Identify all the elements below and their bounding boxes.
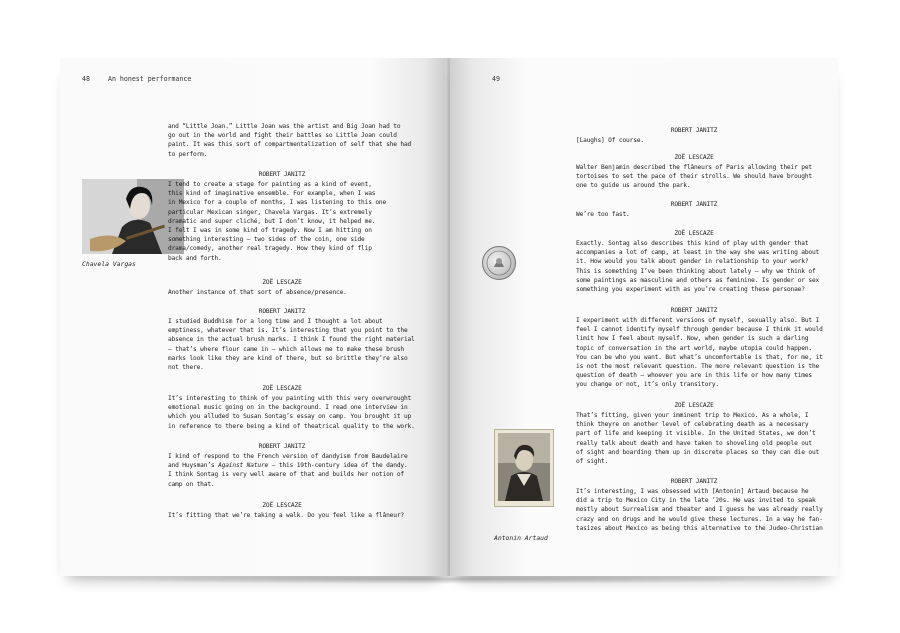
text-line: some paintings as masculine and others as feminine. Is gender or sex bbox=[576, 276, 820, 284]
text-line: It’s fitting that we’re taking a walk. Do you feel like a flâneur? bbox=[168, 512, 404, 519]
coin-image bbox=[482, 246, 516, 280]
text-line: paint. It was this sort of compartmentalization of self that she had bbox=[168, 141, 412, 149]
text-line: [Laughs] Of course. bbox=[576, 137, 644, 144]
right-text-block-d bbox=[576, 239, 819, 294]
speaker-label: ROBERT JANITZ bbox=[258, 443, 306, 450]
text-line: accompanies a lot of camp, at least in the way she was writing about bbox=[576, 249, 820, 257]
text-line: really talk about death and have taken to shoveling old people out bbox=[576, 439, 812, 447]
speaker-label: ROBERT JANITZ bbox=[670, 201, 718, 208]
text-line: I think Sontag is very well aware of that and builds her notion of bbox=[168, 471, 404, 479]
text-line: you change or not, it’s only transitory. bbox=[576, 381, 720, 389]
text-line bbox=[168, 461, 408, 470]
text-fragment: and Huysman’s bbox=[168, 462, 219, 470]
text-line: part of life and keeping it visible. In the United States, we don’t bbox=[576, 430, 816, 438]
text-line: back and forth. bbox=[168, 254, 222, 262]
left-page bbox=[60, 58, 448, 576]
left-text-block-e bbox=[168, 394, 415, 431]
text-line: something you experiment with as you’re creating these personae? bbox=[576, 286, 805, 294]
text-line: in Mexico for a couple of months, I was listening to this one bbox=[168, 199, 387, 207]
speaker-label: ROBERT JANITZ bbox=[670, 127, 718, 134]
text-line: Walter Benjamin described the flâneurs of Paris allowing their pet bbox=[576, 164, 812, 171]
text-line: it. How would you talk about gender in relationship to your work? bbox=[576, 258, 809, 266]
running-head: An honest performance bbox=[108, 75, 192, 83]
chavela-vargas-caption: Chavela Vargas bbox=[82, 260, 136, 268]
text-line: emotional music going on in the background. I read one interview in bbox=[168, 404, 408, 412]
text-line: We’re too fast. bbox=[576, 211, 630, 218]
text-line: not there. bbox=[168, 364, 204, 372]
text-line: I kind of respond to the French version of dandyism from Baudelaire bbox=[168, 453, 408, 460]
page-number-right: 49 bbox=[492, 75, 500, 83]
book-title: Against Nature bbox=[218, 462, 269, 470]
text-fragment: – this 19th-century idea of the dandy. bbox=[268, 462, 408, 470]
text-line: Another instance of that sort of absence/presence. bbox=[168, 289, 347, 296]
left-text-block-d bbox=[168, 317, 415, 372]
speaker-label: ZOË LESCAZE bbox=[262, 279, 302, 286]
text-line: I studied Buddhism for a long time and I thought a lot about bbox=[168, 318, 383, 325]
right-text-block-a bbox=[576, 136, 644, 145]
text-line: of sight and boarding them up in discrete places so they can die out bbox=[576, 448, 820, 456]
right-text-block-f bbox=[576, 411, 819, 466]
text-line: crazy and on drugs and he would give these lectures. In a way he fan- bbox=[576, 515, 823, 523]
text-line: question of death – whoever you are in this life or how many times bbox=[576, 372, 812, 380]
text-line: dramatic and super cliché, but I don’t know, it helped me. bbox=[168, 217, 376, 225]
text-line: I experiment with different versions of myself, sexually also. But I bbox=[576, 317, 820, 324]
text-line: did a trip to Mexico City in the late ’20s. He was invited to speak bbox=[576, 497, 816, 505]
text-line: in reference to there being a kind of theatrical quality to the work. bbox=[168, 422, 415, 430]
text-line: something interesting – two sides of the coin, one side bbox=[168, 236, 365, 244]
text-line: tasizes about Mexico as being this alternative to the Judeo-Christian bbox=[576, 524, 823, 532]
text-line: I tend to create a stage for painting as a kind of event, bbox=[168, 181, 372, 188]
left-text-block-a bbox=[168, 122, 411, 159]
left-text-block-c bbox=[168, 288, 347, 297]
page-number-left: 48 bbox=[82, 75, 90, 83]
text-line: this kind of imaginative ensemble. For example, when I was bbox=[168, 190, 376, 198]
text-line: You can be who you want. But what’s uncomfortable is that, for me, it bbox=[576, 353, 823, 361]
text-line: This is something I’ve been thinking about lately – why we think of bbox=[576, 267, 816, 275]
text-line: camp on that. bbox=[168, 480, 215, 488]
right-text-block-c bbox=[576, 210, 630, 219]
text-line: drama/comedy, another real tragedy. How they kind of flip bbox=[168, 245, 372, 253]
left-text-block-b bbox=[168, 180, 386, 263]
speaker-label: ROBERT JANITZ bbox=[670, 478, 718, 485]
text-line: It’s interesting, I was obsessed with [Antonin] Artaud because he bbox=[576, 488, 809, 495]
right-text-block-g bbox=[576, 487, 823, 533]
speaker-label: ROBERT JANITZ bbox=[258, 171, 306, 178]
right-text-block-e bbox=[576, 316, 823, 390]
right-page bbox=[450, 58, 838, 576]
text-line: which you alluded to Susan Sontag’s essay on camp. You brought it up bbox=[168, 413, 412, 421]
text-line: to perform. bbox=[168, 150, 208, 158]
text-line: marks look like they are kind of there, but so brittle they’re also bbox=[168, 354, 408, 362]
text-line: absence in the actual brush marks. I think I found the right material bbox=[168, 336, 415, 344]
speaker-label: ZOË LESCAZE bbox=[674, 230, 714, 237]
text-line: and “Little Joan.” Little Joan was the artist and Big Joan had to bbox=[168, 123, 401, 130]
text-line: feel I cannot identify myself through gender because I think it would bbox=[576, 326, 823, 334]
text-line: one to guide us around the park. bbox=[576, 182, 691, 190]
text-line: think theyre on another level of celebrating death as a necessary bbox=[576, 421, 809, 429]
antonin-artaud-photo bbox=[494, 429, 554, 507]
text-line: of sight. bbox=[576, 458, 609, 466]
speaker-label: ZOË LESCAZE bbox=[262, 385, 302, 392]
text-line: I felt I was in some kind of tragedy. Now I am hitting on bbox=[168, 227, 372, 235]
text-line: That’s fitting, given your imminent trip to Mexico. As a whole, I bbox=[576, 412, 809, 419]
text-line: go out in the world and fight their battles so Little Joan could bbox=[168, 132, 397, 140]
speaker-label: ROBERT JANITZ bbox=[670, 307, 718, 314]
text-line: mostly about Surrealism and theater and I guess he was already really bbox=[576, 506, 823, 514]
text-line: tortoises to set the pace of their strolls. We should have brought bbox=[576, 173, 812, 181]
left-text-block-f bbox=[168, 452, 408, 489]
speaker-label: ZOË LESCAZE bbox=[674, 154, 714, 161]
antonin-artaud-caption: Antonin Artaud bbox=[494, 534, 548, 542]
right-text-block-b bbox=[576, 163, 812, 191]
text-line: topic of conversation in the art world, maybe utopia could happen. bbox=[576, 344, 812, 352]
text-line: Exactly. Sontag also describes this kind of play with gender that bbox=[576, 240, 809, 247]
text-line: – that’s where flour came in – which allows me to make these brush bbox=[168, 345, 404, 353]
left-text-block-g bbox=[168, 511, 404, 520]
book-spread bbox=[60, 58, 838, 576]
text-line: is not the most relevant question. The more relevant question is the bbox=[576, 363, 820, 371]
text-line: limit how I feel about myself. Now, when gender is such a darling bbox=[576, 335, 809, 343]
speaker-label: ZOË LESCAZE bbox=[262, 502, 302, 509]
text-line: emptiness, whatever that is. It’s interesting that you point to the bbox=[168, 327, 408, 335]
speaker-label: ZOË LESCAZE bbox=[674, 402, 714, 409]
text-line: It’s interesting to think of you painting with this very overwrought bbox=[168, 395, 412, 402]
text-line: particular Mexican singer, Chavela Vargas. It’s extremely bbox=[168, 208, 372, 216]
speaker-label: ROBERT JANITZ bbox=[258, 308, 306, 315]
